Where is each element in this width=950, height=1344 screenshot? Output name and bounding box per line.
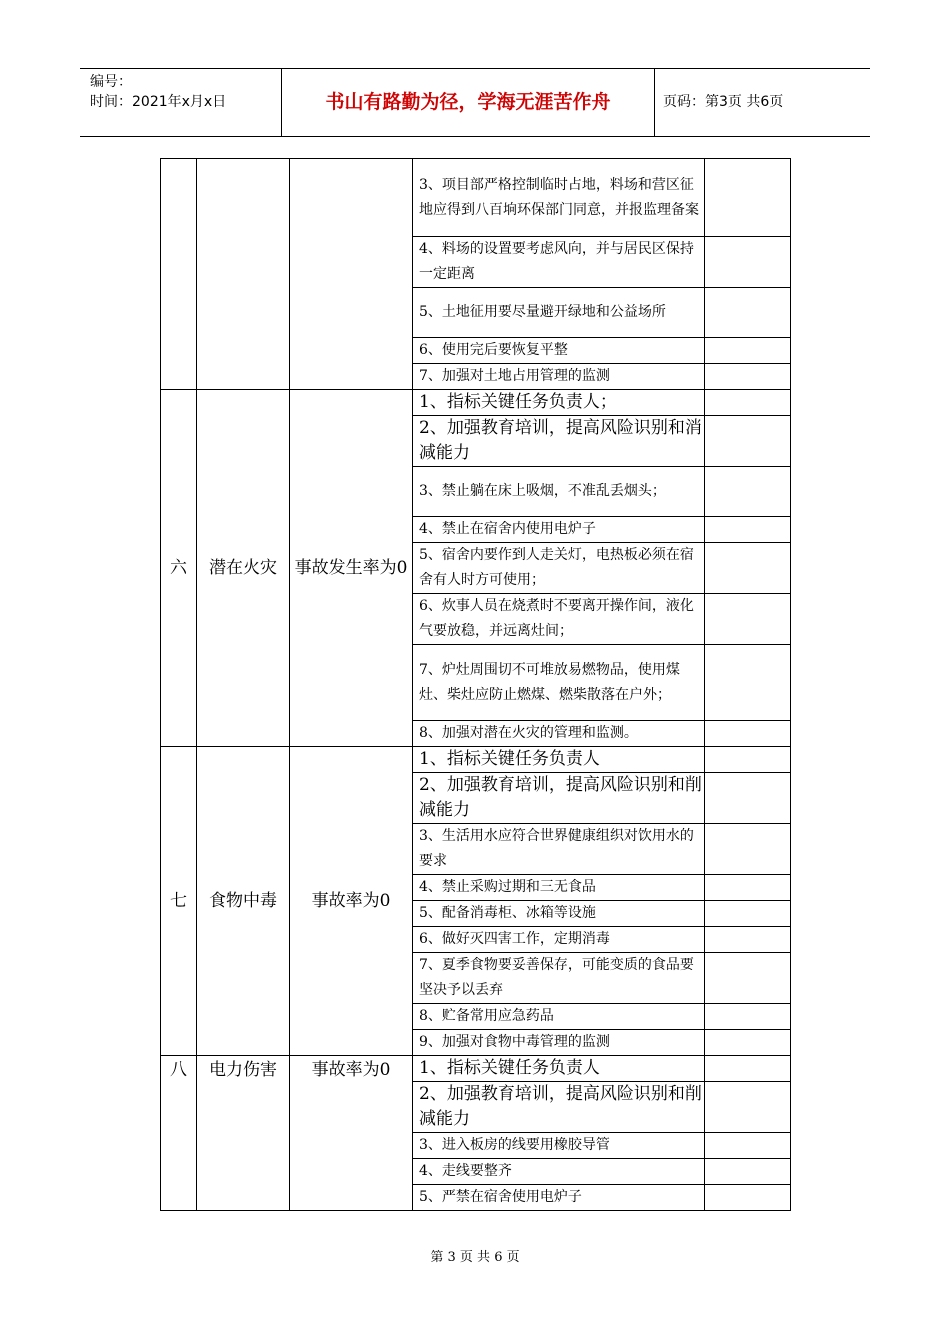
measure-cell: 3、生活用水应符合世界健康组织对饮用水的要求 [413,824,705,875]
header-meta [80,69,282,136]
remark-cell [705,875,791,901]
remark-cell [705,338,791,364]
hazard-name: 潜在火灾 [197,390,290,747]
measure-cell: 8、贮备常用应急药品 [413,1004,705,1030]
measure-cell: 9、加强对食物中毒管理的监测 [413,1030,705,1056]
remark-cell [705,747,791,773]
table-row [161,159,791,237]
remark-cell [705,594,791,645]
remark-cell [705,1056,791,1082]
remark-cell [705,467,791,517]
remark-cell [705,390,791,416]
hazard-name: 食物中毒 [197,747,290,1056]
remark-cell [705,288,791,338]
measure-cell: 4、料场的设置要考虑风向，并与居民区保持一定距离 [413,237,705,288]
target-goal [290,159,413,390]
measures-table [160,158,791,1211]
table-row [161,747,791,773]
measure-cell: 7、夏季食物要妥善保存，可能变质的食品要坚决予以丢弃 [413,953,705,1004]
measure-cell: 3、进入板房的线要用橡胶导管 [413,1133,705,1159]
group-number: 八 [161,1056,197,1211]
target-goal: 事故发生率为0 [290,390,413,747]
measure-cell: 5、严禁在宿舍使用电炉子 [413,1185,705,1211]
remark-cell [705,953,791,1004]
remark-cell [705,364,791,390]
remark-cell [705,824,791,875]
measure-cell: 5、宿舍内要作到人走关灯，电热板必须在宿舍有人时方可使用； [413,543,705,594]
remark-cell [705,1159,791,1185]
group-number [161,159,197,390]
measure-cell: 2、加强教育培训，提高风险识别和削减能力 [413,1082,705,1133]
measure-cell: 1、指标关键任务负责人 [413,1056,705,1082]
remark-cell [705,237,791,288]
measure-cell: 3、项目部严格控制临时占地，料场和营区征地应得到八百垧环保部门同意，并报监理备案 [413,159,705,237]
table-row [161,390,791,416]
page-footer: 第 3 页 共 6 页 [430,1250,520,1265]
hazard-name: 电力伤害 [197,1056,290,1211]
page-label: 页码：第3页 共6页 [663,94,784,110]
motto: 书山有路勤为径，学海无涯苦作舟 [282,69,655,136]
measure-cell: 7、炉灶周围切不可堆放易燃物品，使用煤灶、柴灶应防止燃煤、燃柴散落在户外； [413,645,705,721]
remark-cell [705,1082,791,1133]
measure-cell: 7、加强对土地占用管理的监测 [413,364,705,390]
target-goal: 事故率为0 [290,1056,413,1211]
measure-cell: 5、配备消毒柜、冰箱等设施 [413,901,705,927]
remark-cell [705,1004,791,1030]
date-label: 时间：2021年x月x日 [90,94,227,110]
remark-cell [705,1185,791,1211]
measure-cell: 6、做好灭四害工作，定期消毒 [413,927,705,953]
measure-cell: 5、土地征用要尽量避开绿地和公益场所 [413,288,705,338]
measure-cell: 3、禁止躺在床上吸烟，不准乱丢烟头； [413,467,705,517]
group-number: 六 [161,390,197,747]
measure-cell: 6、炊事人员在烧煮时不要离开操作间，液化气要放稳，并远离灶间； [413,594,705,645]
measure-cell: 4、禁止在宿舍内使用电炉子 [413,517,705,543]
measure-cell: 1、指标关键任务负责人； [413,390,705,416]
group-number: 七 [161,747,197,1056]
number-label: 编号： [90,74,132,90]
remark-cell [705,1030,791,1056]
remark-cell [705,927,791,953]
remark-cell [705,543,791,594]
remark-cell [705,517,791,543]
remark-cell [705,416,791,467]
remark-cell [705,159,791,237]
measure-cell: 4、禁止采购过期和三无食品 [413,875,705,901]
measure-cell: 2、加强教育培训，提高风险识别和消减能力 [413,416,705,467]
target-goal: 事故率为0 [290,747,413,1056]
hazard-name [197,159,290,390]
remark-cell [705,1133,791,1159]
remark-cell [705,901,791,927]
page-header [80,68,870,137]
table-row [161,1056,791,1082]
remark-cell [705,645,791,721]
measure-cell: 8、加强对潜在火灾的管理和监测。 [413,721,705,747]
remark-cell [705,721,791,747]
remark-cell [705,773,791,824]
measure-cell: 2、加强教育培训，提高风险识别和削减能力 [413,773,705,824]
measure-cell: 4、走线要整齐 [413,1159,705,1185]
measure-cell: 1、指标关键任务负责人 [413,747,705,773]
measure-cell: 6、使用完后要恢复平整 [413,338,705,364]
